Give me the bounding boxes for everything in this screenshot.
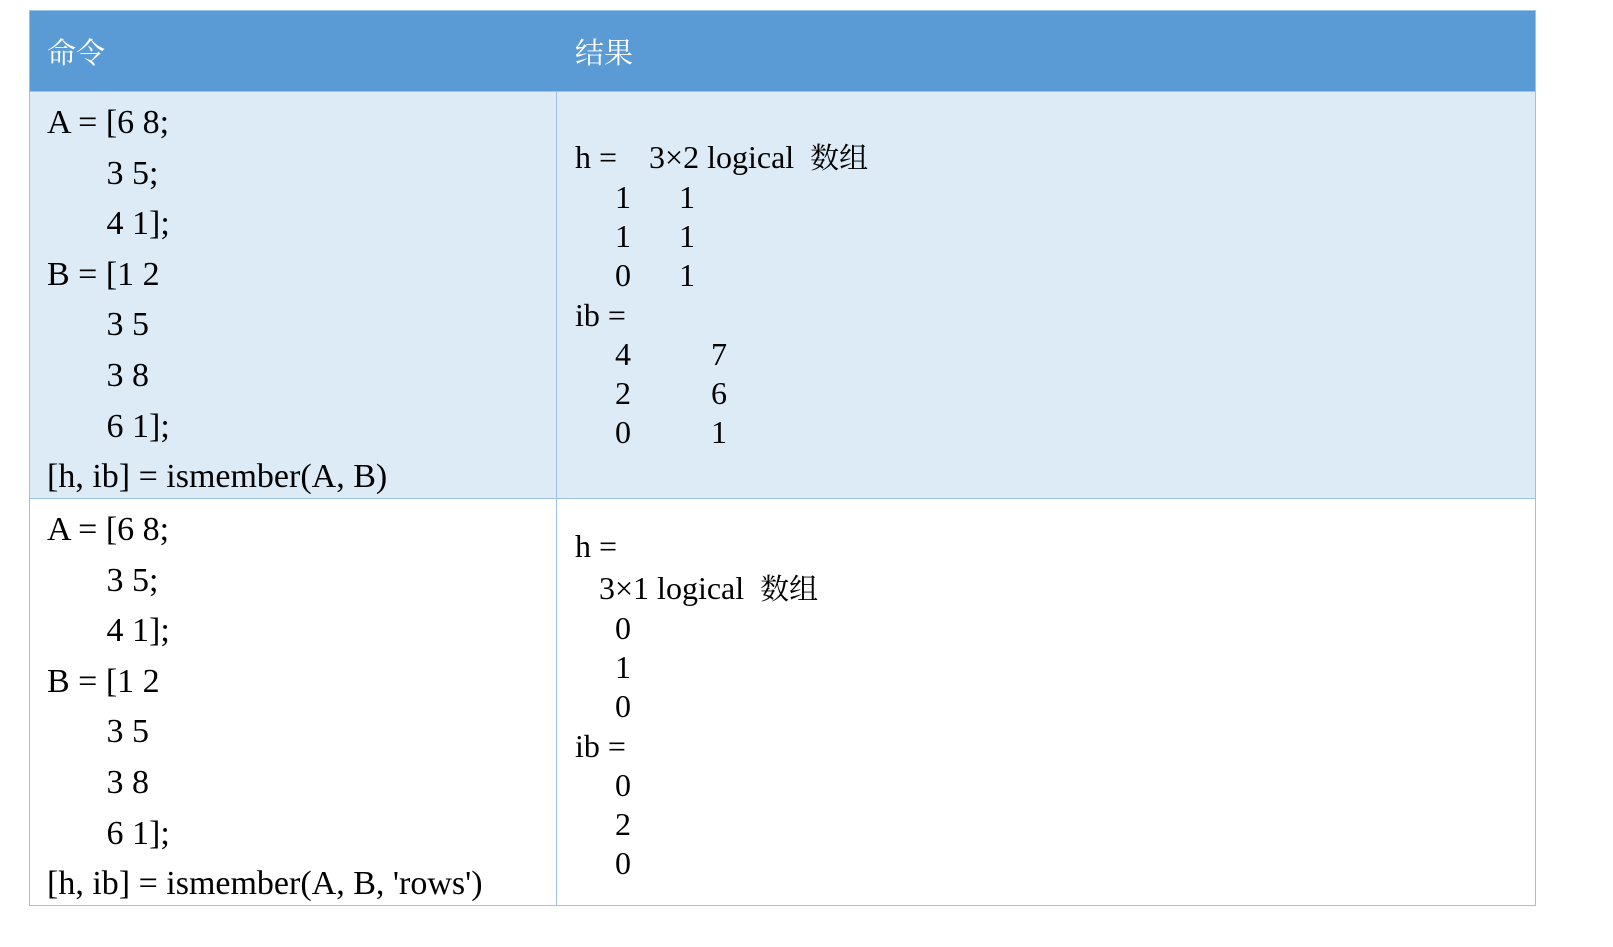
result-line: 0 [575,845,631,882]
command-line: 3 5 [47,306,149,344]
command-result-table [29,10,1536,906]
result-line: h = [575,528,618,564]
table-header [30,11,1535,91]
result-cell [557,499,1535,905]
command-line: 3 5 [47,713,149,751]
result-line: 0 [575,610,631,646]
command-line: B = [1 2 [47,662,160,700]
command-line: 6 1]; [47,814,170,852]
result-line: 0 [575,688,631,725]
result-line: 1 1 [575,179,695,215]
result-line: 3×1 logical 数组 [575,570,819,606]
command-line: A = [6 8; [47,511,170,548]
result-line: ib = [575,727,626,764]
command-line: 3 5; [47,154,159,192]
command-cell [30,499,557,905]
result-line: h = 3×2 logical 数组 [575,139,869,175]
result-line: 1 [575,649,631,686]
result-line: 2 6 [575,374,727,411]
result-line: 0 1 [575,414,727,451]
command-line: [h, ib] = ismember(A, B) [47,458,388,496]
header-result: 结果 [575,35,634,70]
table-row [30,498,1535,905]
result-line: 0 [575,766,631,803]
command-line: 3 8 [47,356,149,394]
command-cell [30,92,557,498]
table-row [30,91,1535,498]
command-line: 3 5; [47,561,159,599]
result-line: 4 7 [575,335,727,372]
command-line: 4 1]; [47,205,170,243]
command-line: [h, ib] = ismember(A, B, 'rows') [47,865,483,903]
result-line: ib = [575,296,626,333]
header-command: 命令 [47,35,106,70]
command-line: 4 1]; [47,612,170,650]
result-line: 0 1 [575,257,695,294]
result-line: 1 1 [575,218,695,255]
command-line: 3 8 [47,763,149,801]
result-line: 2 [575,805,631,842]
result-cell [557,92,1535,498]
command-line: B = [1 2 [47,255,160,293]
command-line: 6 1]; [47,407,170,445]
command-line: A = [6 8; [47,104,170,141]
